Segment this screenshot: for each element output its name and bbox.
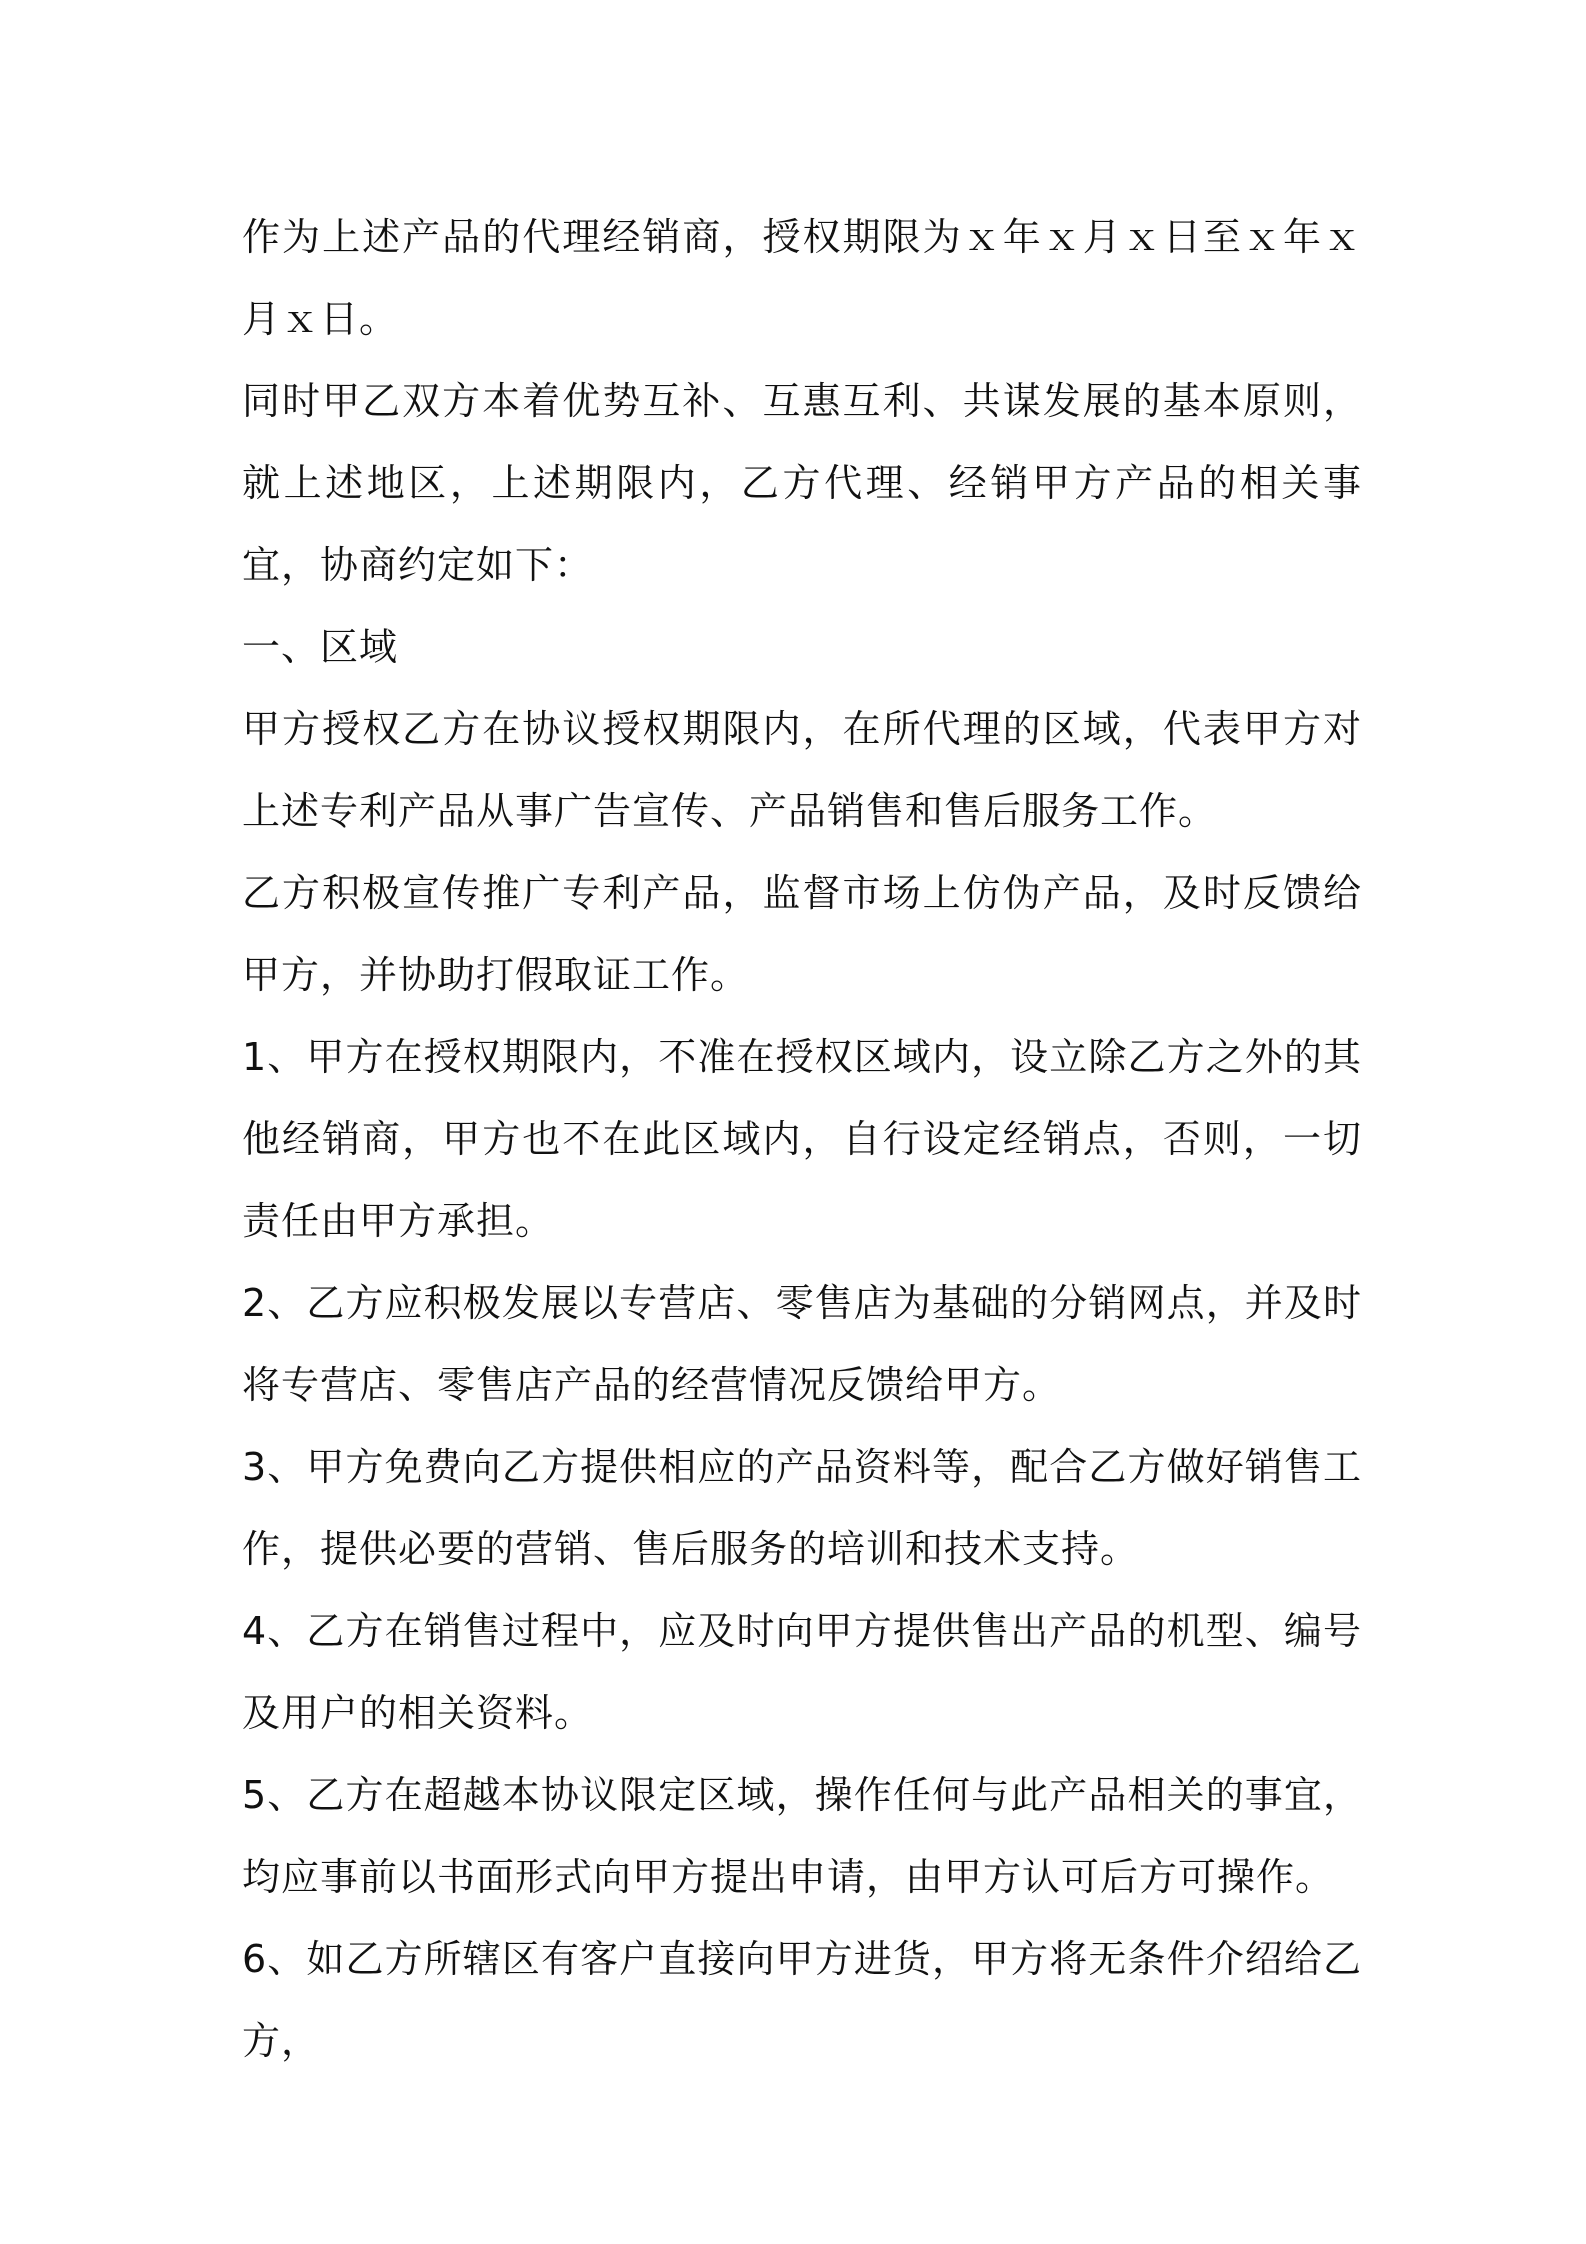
paragraph-promotion: 乙方积极宣传推广专利产品，监督市场上仿伪产品，及时反馈给甲方，并协助打假取证工作。 [242,871,1362,997]
clause-3: 3、甲方免费向乙方提供相应的产品资料等，配合乙方做好销售工作，提供必要的营销、售后服务的培训和技术支持。 [242,1445,1362,1571]
paragraph-authorization: 甲方授权乙方在协议授权期限内，在所代理的区域，代表甲方对上述专利产品从事广告宣传、产品销售和售后服务工作。 [242,707,1362,833]
clause-2: 2、乙方应积极发展以专营店、零售店为基础的分销网点，并及时将专营店、零售店产品的经营情况反馈给甲方。 [242,1281,1362,1407]
document-page [242,196,1362,2082]
clause-4: 4、乙方在销售过程中，应及时向甲方提供售出产品的机型、编号及用户的相关资料。 [242,1609,1362,1735]
paragraph-term-intro: 作为上述产品的代理经销商，授权期限为ｘ年ｘ月ｘ日至ｘ年ｘ月ｘ日。 [242,215,1362,341]
paragraph-principle: 同时甲乙双方本着优势互补、互惠互利、共谋发展的基本原则，就上述地区，上述期限内，乙方代理、经销甲方产品的相关事宜，协商约定如下： [242,379,1362,587]
section-heading-region: 一、区域 [242,625,399,669]
clause-6: 6、如乙方所辖区有客户直接向甲方进货，甲方将无条件介绍给乙方， [242,1937,1362,2063]
clause-5: 5、乙方在超越本协议限定区域，操作任何与此产品相关的事宜，均应事前以书面形式向甲方提出申请，由甲方认可后方可操作。 [242,1773,1362,1899]
clause-1: 1、甲方在授权期限内，不准在授权区域内，设立除乙方之外的其他经销商，甲方也不在此区域内，自行设定经销点，否则，一切责任由甲方承担。 [242,1035,1362,1243]
